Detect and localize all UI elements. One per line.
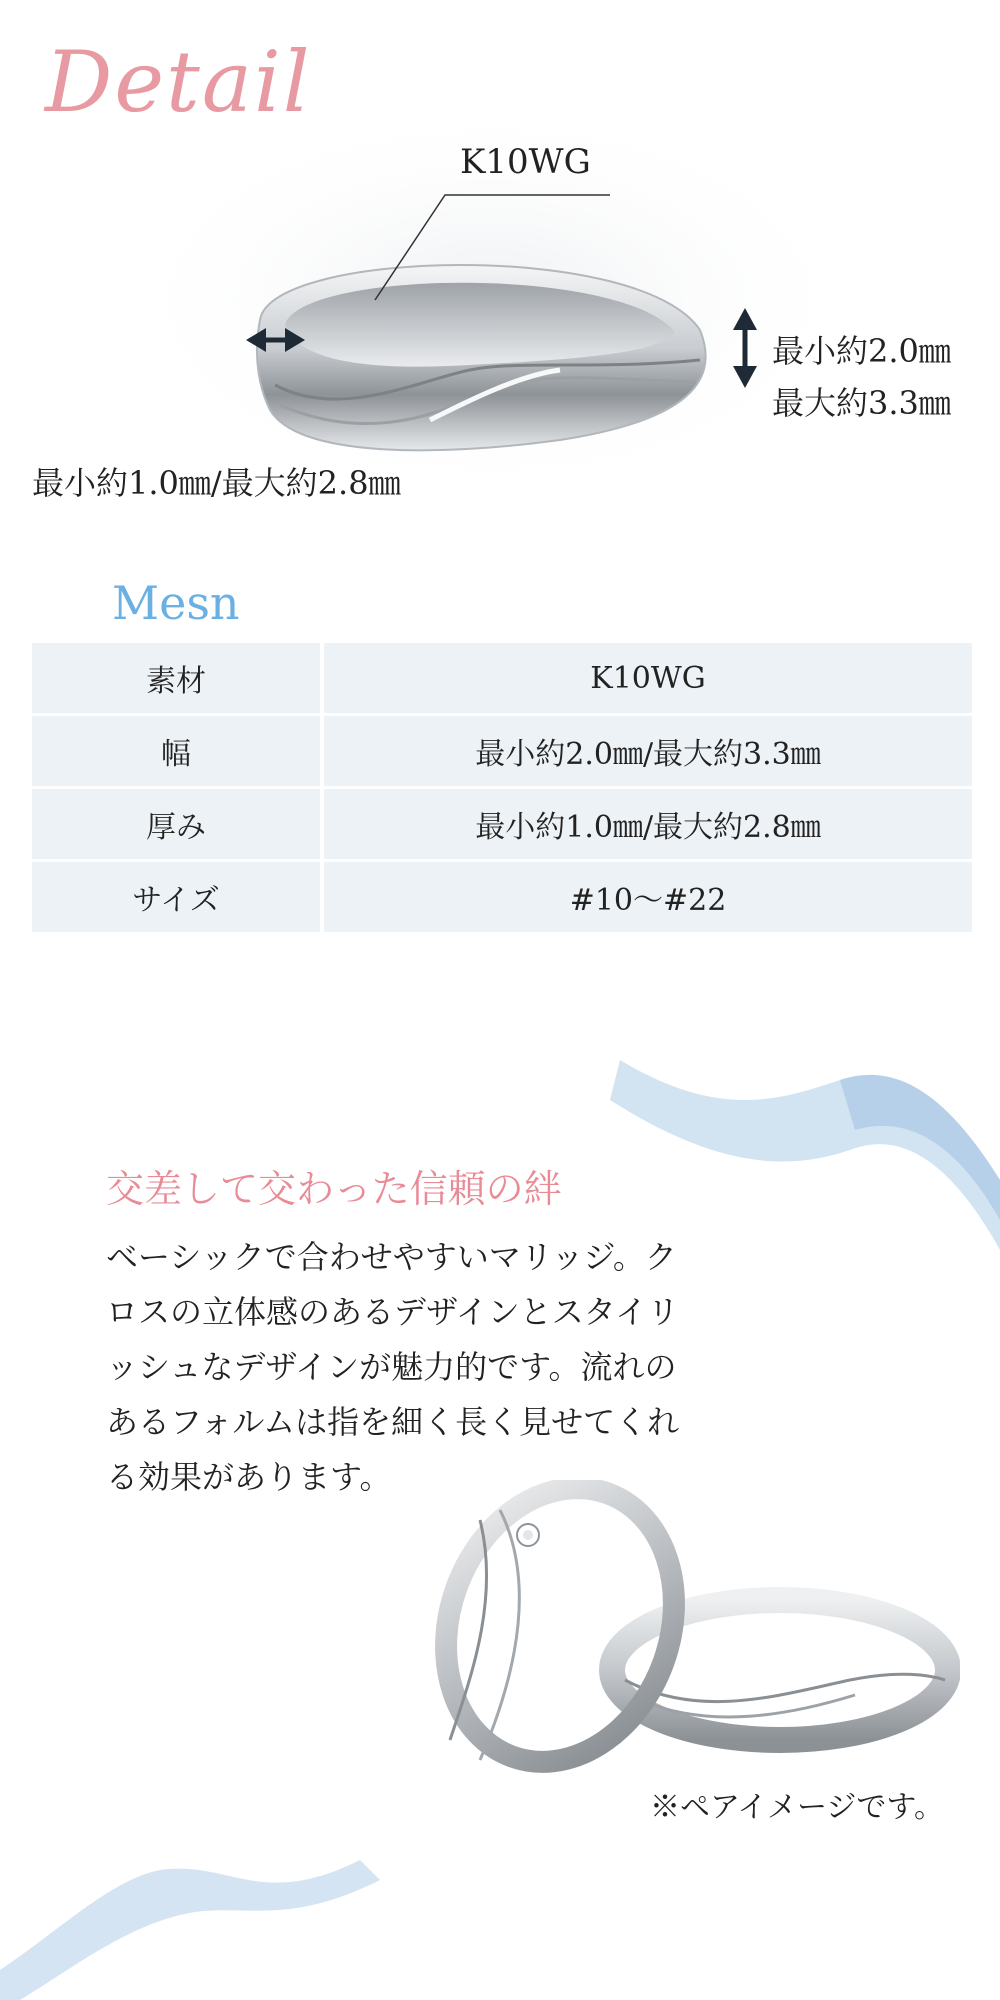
feature-heading: 交差して交わった信頼の絆 bbox=[106, 1167, 562, 1211]
spec-row-size bbox=[32, 862, 972, 932]
spec-value: 最小約1.0㎜/最大約2.8㎜ bbox=[324, 789, 972, 859]
spec-key: 幅 bbox=[32, 716, 320, 786]
ribbon-decoration-bottom bbox=[0, 1820, 380, 2000]
spec-row-thickness bbox=[32, 789, 972, 859]
spec-value: K10WG bbox=[324, 643, 972, 713]
spec-key: 素材 bbox=[32, 643, 320, 713]
width-label bbox=[772, 325, 951, 429]
detail-title: Detail bbox=[45, 33, 312, 131]
pair-rings-illustration bbox=[400, 1480, 960, 1790]
spec-row-width bbox=[32, 716, 972, 786]
spec-key: 厚み bbox=[32, 789, 320, 859]
spec-row-material bbox=[32, 643, 972, 713]
thickness-label: 最小約1.0㎜/最大約2.8㎜ bbox=[32, 464, 401, 502]
spec-key: サイズ bbox=[32, 862, 320, 932]
material-label: K10WG bbox=[460, 142, 591, 182]
pair-image-note: ※ペアイメージです。 bbox=[650, 1790, 944, 1825]
spec-table bbox=[32, 643, 972, 935]
spec-title: Mesn bbox=[112, 576, 240, 630]
spec-value: 最小約2.0㎜/最大約3.3㎜ bbox=[324, 716, 972, 786]
width-min-label: 最小約2.0㎜ bbox=[772, 332, 951, 370]
feature-body: ベーシックで合わせやすいマリッジ。クロスの立体感のあるデザインとスタイリッシュなデザインが魅力的です。流れのあるフォルムは指を細く長く見せてくれる効果があります。 bbox=[106, 1238, 680, 1496]
spec-value: #10～#22 bbox=[324, 862, 972, 932]
width-max-label: 最大約3.3㎜ bbox=[772, 384, 951, 422]
